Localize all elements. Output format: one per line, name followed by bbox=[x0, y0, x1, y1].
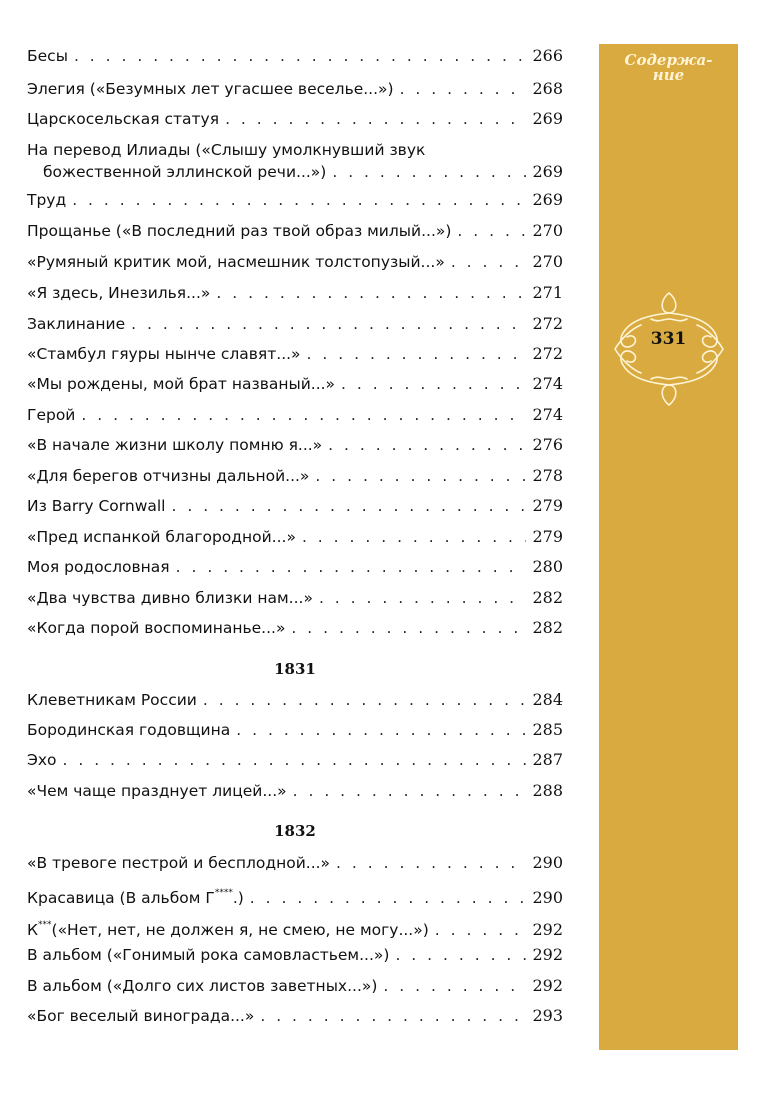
toc-entry-title: В альбом («Долго сих листов заветных...») bbox=[27, 977, 378, 995]
toc-entry-page: 290 bbox=[532, 888, 563, 907]
toc-entry-title: «Бог веселый винограда...» bbox=[27, 1007, 255, 1025]
toc-entry bbox=[27, 780, 563, 802]
dot-leader bbox=[307, 343, 527, 365]
toc-entry-page: 292 bbox=[532, 920, 563, 939]
toc-entry bbox=[27, 556, 563, 578]
toc-entry-title: Моя родословная bbox=[27, 558, 170, 576]
toc-entry bbox=[27, 944, 563, 966]
toc-entry bbox=[27, 882, 563, 909]
dot-leader bbox=[383, 975, 526, 997]
dot-leader bbox=[260, 1005, 526, 1027]
toc-entry-title-end: («Нет, нет, не должен я, не смею, не могу...») bbox=[51, 921, 429, 939]
toc-entry-page: 269 bbox=[532, 162, 563, 181]
dot-leader bbox=[291, 617, 526, 639]
toc-entry-page: 272 bbox=[532, 344, 563, 363]
toc-entry bbox=[27, 251, 563, 273]
dot-leader bbox=[172, 495, 527, 517]
toc-entry-title: «Пред испанкой благородной...» bbox=[27, 528, 296, 546]
dot-leader bbox=[332, 161, 526, 183]
dot-leader bbox=[72, 189, 526, 211]
toc-entry-title: «В начале жизни школу помню я...» bbox=[27, 436, 323, 454]
toc-entry-title: «Румяный критик мой, насмешник толстопузый...» bbox=[27, 253, 445, 271]
toc-entry-page: 270 bbox=[532, 252, 563, 271]
toc-entry bbox=[27, 617, 563, 639]
toc-entry-page: 268 bbox=[532, 79, 563, 98]
dot-leader bbox=[341, 373, 526, 395]
toc-entry-page: 276 bbox=[532, 435, 563, 454]
toc-entry bbox=[27, 975, 563, 997]
dot-leader bbox=[62, 749, 526, 771]
toc-entry bbox=[27, 587, 563, 609]
side-band bbox=[599, 44, 738, 1050]
toc-entry bbox=[27, 313, 563, 335]
toc-entry-page: 279 bbox=[532, 496, 563, 515]
dot-leader bbox=[293, 780, 527, 802]
year-heading: 1831 bbox=[274, 660, 316, 678]
toc-entry-title-main: Красавица (В альбом Г bbox=[27, 889, 215, 907]
toc-entry-title: Заклинание bbox=[27, 315, 126, 333]
toc-entry bbox=[27, 220, 563, 242]
dot-leader bbox=[225, 108, 526, 130]
dot-leader bbox=[250, 887, 527, 909]
dot-leader bbox=[328, 434, 526, 456]
dot-leader bbox=[176, 556, 527, 578]
dot-leader bbox=[319, 587, 527, 609]
dot-leader bbox=[236, 719, 526, 741]
toc-entry bbox=[27, 282, 563, 304]
toc-entry bbox=[27, 526, 563, 548]
toc-entry-page: 282 bbox=[532, 618, 563, 637]
toc-entry-page: 284 bbox=[532, 690, 563, 709]
toc-entry bbox=[27, 1005, 563, 1027]
toc-entry bbox=[27, 189, 563, 211]
toc-entry bbox=[27, 404, 563, 426]
toc-entry-title-line1: На перевод Илиады («Слышу умолкнувший звук bbox=[27, 141, 426, 159]
toc-entry-title bbox=[27, 882, 244, 909]
toc-entry-title: Герой bbox=[27, 406, 76, 424]
toc-entry bbox=[27, 719, 563, 741]
toc-entry-title: Бородинская годовщина bbox=[27, 721, 231, 739]
toc-entry-page: 274 bbox=[532, 405, 563, 424]
dot-leader bbox=[457, 220, 526, 242]
dot-leader bbox=[336, 852, 526, 874]
toc-entry bbox=[27, 495, 563, 517]
toc-entry-title-superscript: **** bbox=[214, 888, 233, 898]
dot-leader bbox=[216, 282, 526, 304]
toc-entry-title-main: К bbox=[27, 921, 39, 939]
toc-entry-page: 278 bbox=[532, 466, 563, 485]
dot-leader bbox=[81, 404, 526, 426]
toc-entry-title: Прощанье («В последний раз твой образ милый...») bbox=[27, 222, 452, 240]
toc-entry-title-line2: божественной эллинской речи...») bbox=[43, 163, 327, 181]
toc-entry-title bbox=[27, 914, 429, 941]
section-heading-line2: ние bbox=[652, 66, 685, 84]
toc-entry bbox=[27, 78, 563, 100]
dot-leader bbox=[74, 45, 527, 67]
toc-entry-title: «Два чувства дивно близки нам...» bbox=[27, 589, 313, 607]
toc-entry-title: Элегия («Безумных лет угасшее веселье...») bbox=[27, 80, 394, 98]
toc-entry-page: 287 bbox=[532, 750, 563, 769]
dot-leader bbox=[400, 78, 527, 100]
toc-entry bbox=[27, 749, 563, 771]
dot-leader bbox=[315, 465, 526, 487]
toc-entry bbox=[27, 689, 563, 711]
toc-entry bbox=[27, 139, 563, 183]
toc-entry bbox=[27, 45, 563, 67]
section-heading bbox=[599, 53, 738, 83]
toc-entry bbox=[27, 343, 563, 365]
toc-entry-title-superscript: *** bbox=[38, 920, 52, 930]
toc-entry-title-end: .) bbox=[232, 889, 244, 907]
dot-leader bbox=[131, 313, 526, 335]
toc-entry-title: «Мы рождены, мой брат названый...» bbox=[27, 375, 336, 393]
section-heading-line1: Содержа- bbox=[624, 51, 713, 69]
page-number: 331 bbox=[650, 329, 687, 349]
toc-entry-page: 292 bbox=[532, 945, 563, 964]
toc-entry-page: 288 bbox=[532, 781, 563, 800]
toc-entry bbox=[27, 465, 563, 487]
toc-entry-title: Из Barry Cornwall bbox=[27, 497, 166, 515]
dot-leader bbox=[451, 251, 527, 273]
toc-entry-title: «Стамбул гяуры нынче славят...» bbox=[27, 345, 301, 363]
flourish-frame-ornament bbox=[611, 289, 727, 409]
toc-entry-title: «В тревоге пестрой и бесплодной...» bbox=[27, 854, 331, 872]
toc-entry bbox=[27, 108, 563, 130]
toc-entry-title: «Я здесь, Инезилья...» bbox=[27, 284, 211, 302]
toc-entry bbox=[27, 434, 563, 456]
toc-entry-title: Бесы bbox=[27, 47, 68, 65]
toc-entry-page: 282 bbox=[532, 588, 563, 607]
toc-entry-page: 280 bbox=[532, 557, 563, 576]
toc-entry-title: «Для берегов отчизны дальной...» bbox=[27, 467, 310, 485]
dot-leader bbox=[203, 689, 527, 711]
year-heading: 1832 bbox=[274, 822, 316, 840]
toc-entry-page: 266 bbox=[532, 46, 563, 65]
toc-entry-page: 274 bbox=[532, 374, 563, 393]
toc-entry-page: 269 bbox=[532, 190, 563, 209]
toc-entry-title: Эхо bbox=[27, 751, 57, 769]
toc-entry-title: В альбом («Гонимый рока самовластьем...») bbox=[27, 946, 390, 964]
toc-entry bbox=[27, 914, 563, 941]
toc-entry-page: 279 bbox=[532, 527, 563, 546]
dot-leader bbox=[302, 526, 527, 548]
toc-entry-title: Труд bbox=[27, 191, 67, 209]
toc-entry-title: «Когда порой воспоминанье...» bbox=[27, 619, 286, 637]
toc-entry-page: 292 bbox=[532, 976, 563, 995]
toc-entry-page: 270 bbox=[532, 221, 563, 240]
dot-leader bbox=[435, 919, 527, 941]
toc-entry-title: «Чем чаще празднует лицей...» bbox=[27, 782, 287, 800]
toc-entry-title: Царскосельская статуя bbox=[27, 110, 220, 128]
dot-leader bbox=[395, 944, 526, 966]
toc-entry-page: 269 bbox=[532, 109, 563, 128]
toc-entry-page: 293 bbox=[532, 1006, 563, 1025]
toc-entry bbox=[27, 852, 563, 874]
toc-entry-page: 290 bbox=[532, 853, 563, 872]
toc-entry-page: 272 bbox=[532, 314, 563, 333]
toc-entry-page: 271 bbox=[532, 283, 563, 302]
toc-entry-page: 285 bbox=[532, 720, 563, 739]
toc-entry-title: Клеветникам России bbox=[27, 691, 197, 709]
toc-entry bbox=[27, 373, 563, 395]
